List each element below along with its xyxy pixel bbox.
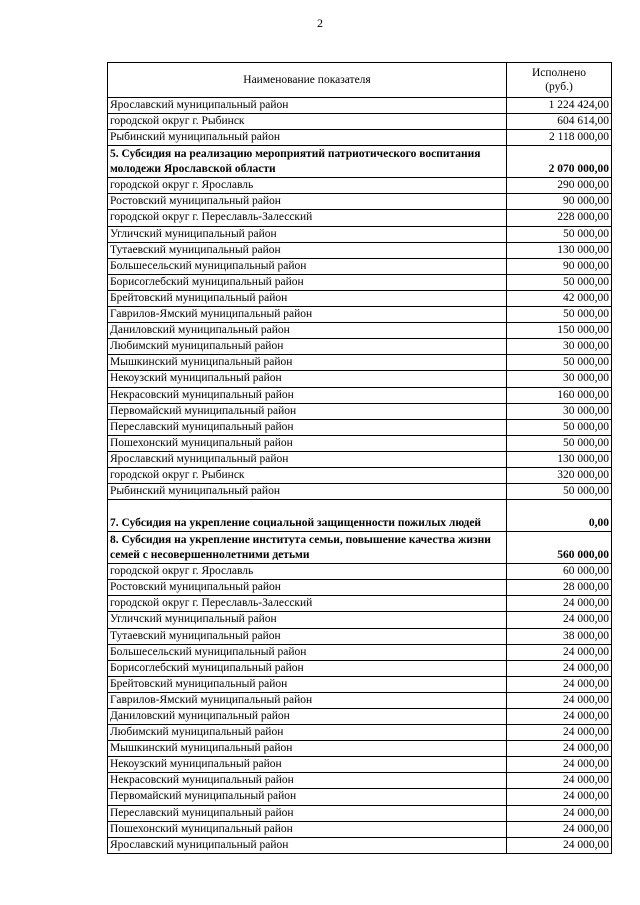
table-row [108,467,612,483]
row-amount: 130 000,00 [507,242,612,258]
table-row [108,757,612,773]
row-amount: 24 000,00 [507,709,612,725]
table-row [108,789,612,805]
row-amount: 320 000,00 [507,467,612,483]
section-title: 7. Субсидия на укрепление социальной защищенности пожилых людей [108,500,507,532]
report-table [107,62,612,854]
table-row [108,274,612,290]
table-row [108,258,612,274]
table-row [108,355,612,371]
row-amount: 50 000,00 [507,435,612,451]
row-name: Мышкинский муниципальный район [108,355,507,371]
table-row [108,692,612,708]
section-amount: 0,00 [507,500,612,532]
row-name: Любимский муниципальный район [108,339,507,355]
table-row [108,628,612,644]
row-amount: 30 000,00 [507,371,612,387]
row-amount: 38 000,00 [507,628,612,644]
row-name: Угличский муниципальный район [108,226,507,242]
row-name: городской округ г. Рыбинск [108,114,507,130]
table-row [108,371,612,387]
row-name: Тутаевский муниципальный район [108,242,507,258]
table-row [108,564,612,580]
table-row [108,323,612,339]
row-amount: 24 000,00 [507,692,612,708]
row-amount: 24 000,00 [507,612,612,628]
row-name: Ростовский муниципальный район [108,580,507,596]
row-amount: 130 000,00 [507,451,612,467]
table-row [108,709,612,725]
page-number: 2 [317,16,323,30]
row-name: Борисоглебский муниципальный район [108,660,507,676]
row-name: городской округ г. Ярославль [108,564,507,580]
section-row [108,532,612,564]
row-name: Мышкинский муниципальный район [108,741,507,757]
table-row [108,821,612,837]
row-name: городской округ г. Рыбинск [108,467,507,483]
row-name: Большесельский муниципальный район [108,644,507,660]
row-amount: 50 000,00 [507,307,612,323]
table-row [108,98,612,114]
column-header-amount-line2: (руб.) [545,81,573,93]
row-name: городской округ г. Переславль-Залесский [108,210,507,226]
row-name: Ярославский муниципальный район [108,451,507,467]
row-amount: 24 000,00 [507,596,612,612]
table-row [108,130,612,146]
table-row [108,178,612,194]
row-name: Борисоглебский муниципальный район [108,274,507,290]
table-row [108,387,612,403]
row-name: Первомайский муниципальный район [108,789,507,805]
row-name: Рыбинский муниципальный район [108,130,507,146]
table-row [108,419,612,435]
row-name: городской округ г. Ярославль [108,178,507,194]
section-title: 5. Субсидия на реализацию мероприятий патриотического воспитания молодежи Ярославской области [108,146,507,178]
report-table-body [108,63,612,854]
row-name: Угличский муниципальный район [108,612,507,628]
row-amount: 50 000,00 [507,484,612,500]
table-row [108,612,612,628]
row-name: Некоузский муниципальный район [108,371,507,387]
row-name: Даниловский муниципальный район [108,709,507,725]
row-name: Рыбинский муниципальный район [108,484,507,500]
row-amount: 50 000,00 [507,274,612,290]
row-name: Тутаевский муниципальный район [108,628,507,644]
row-amount: 90 000,00 [507,194,612,210]
row-name: Пошехонский муниципальный район [108,435,507,451]
table-header-row [108,63,612,98]
row-amount: 604 614,00 [507,114,612,130]
table-row [108,741,612,757]
row-amount: 24 000,00 [507,644,612,660]
table-row [108,307,612,323]
row-amount: 50 000,00 [507,419,612,435]
table-row [108,114,612,130]
row-amount: 160 000,00 [507,387,612,403]
table-row [108,290,612,306]
row-amount: 28 000,00 [507,580,612,596]
table-row [108,242,612,258]
table-row [108,339,612,355]
row-amount: 24 000,00 [507,757,612,773]
table-row [108,660,612,676]
row-amount: 24 000,00 [507,789,612,805]
row-name: Ярославский муниципальный район [108,98,507,114]
row-amount: 2 118 000,00 [507,130,612,146]
row-amount: 24 000,00 [507,773,612,789]
column-header-amount-line1: Исполнено [531,67,587,79]
row-name: городской округ г. Переславль-Залесский [108,596,507,612]
row-name: Гаврилов-Ямский муниципальный район [108,692,507,708]
table-row [108,210,612,226]
row-amount: 90 000,00 [507,258,612,274]
table-row [108,773,612,789]
row-amount: 24 000,00 [507,821,612,837]
table-row [108,484,612,500]
row-name: Пошехонский муниципальный район [108,821,507,837]
table-row [108,403,612,419]
table-row [108,805,612,821]
row-name: Любимский муниципальный район [108,725,507,741]
row-amount: 50 000,00 [507,355,612,371]
row-amount: 228 000,00 [507,210,612,226]
row-amount: 60 000,00 [507,564,612,580]
row-name: Ярославский муниципальный район [108,837,507,853]
row-name: Гаврилов-Ямский муниципальный район [108,307,507,323]
table-row [108,644,612,660]
row-amount: 24 000,00 [507,660,612,676]
table-row [108,837,612,853]
row-name: Брейтовский муниципальный район [108,290,507,306]
table-row [108,596,612,612]
row-name: Некрасовский муниципальный район [108,387,507,403]
table-row [108,194,612,210]
table-row [108,676,612,692]
section-amount: 2 070 000,00 [507,146,612,178]
row-amount: 24 000,00 [507,725,612,741]
row-amount: 24 000,00 [507,837,612,853]
row-amount: 24 000,00 [507,676,612,692]
section-title: 8. Субсидия на укрепление института семьи, повышение качества жизни семей с несовершеннолетними детьми [108,532,507,564]
row-name: Брейтовский муниципальный район [108,676,507,692]
section-amount: 560 000,00 [507,532,612,564]
row-amount: 42 000,00 [507,290,612,306]
row-name: Даниловский муниципальный район [108,323,507,339]
row-amount: 50 000,00 [507,226,612,242]
row-name: Переславский муниципальный район [108,419,507,435]
row-amount: 290 000,00 [507,178,612,194]
row-name: Первомайский муниципальный район [108,403,507,419]
row-amount: 30 000,00 [507,403,612,419]
row-name: Переславский муниципальный район [108,805,507,821]
row-amount: 150 000,00 [507,323,612,339]
row-name: Большесельский муниципальный район [108,258,507,274]
row-amount: 24 000,00 [507,805,612,821]
column-header-name: Наименование показателя [108,63,507,98]
table-row [108,725,612,741]
section-row [108,146,612,178]
table-row [108,435,612,451]
table-row [108,580,612,596]
section-row [108,500,612,532]
column-header-amount [507,63,612,98]
row-name: Некоузский муниципальный район [108,757,507,773]
row-name: Некрасовский муниципальный район [108,773,507,789]
row-amount: 24 000,00 [507,741,612,757]
row-amount: 1 224 424,00 [507,98,612,114]
table-row [108,226,612,242]
row-name: Ростовский муниципальный район [108,194,507,210]
table-row [108,451,612,467]
row-amount: 30 000,00 [507,339,612,355]
